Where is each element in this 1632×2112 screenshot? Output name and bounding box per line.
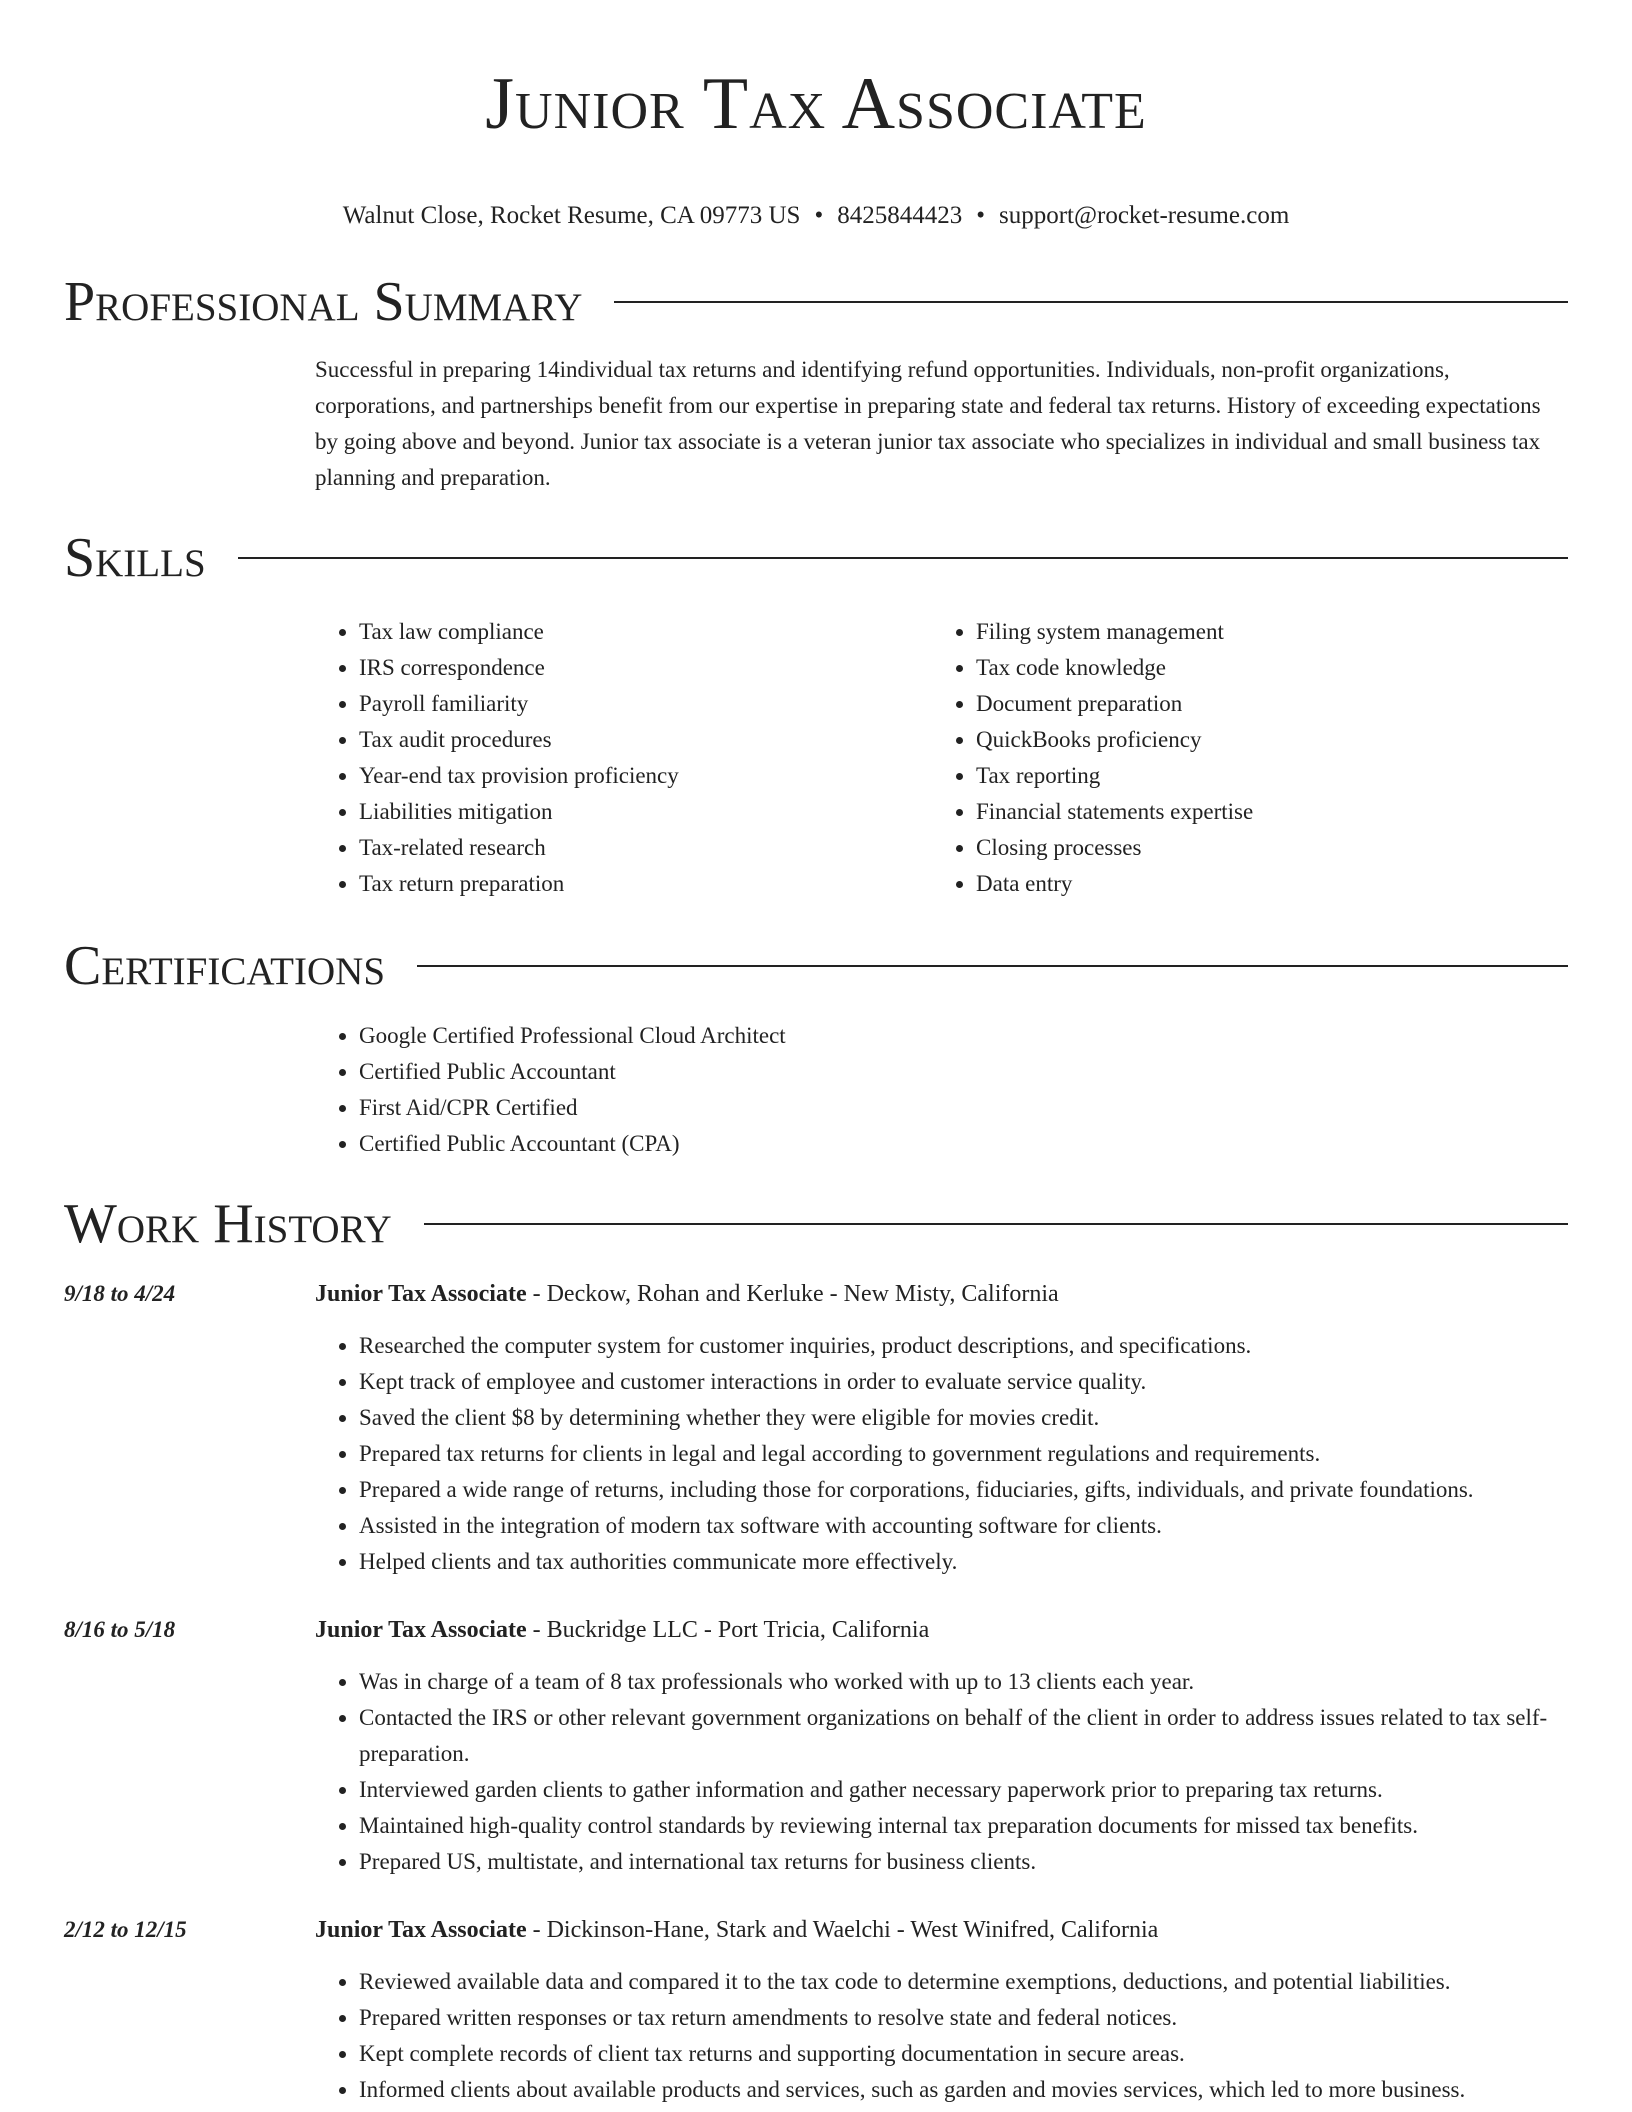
contact-phone: 8425844423 — [837, 201, 963, 229]
job-entry — [64, 1612, 1568, 1880]
job-bullet: • Kept complete records of client tax returns and supporting documentation in secure areas. — [359, 2036, 1568, 2072]
skill-item: • Payroll familiarity — [359, 686, 932, 722]
skill-item: • Tax reporting — [976, 758, 1549, 794]
skills-list-right — [932, 614, 1549, 902]
skill-item: • QuickBooks proficiency — [976, 722, 1549, 758]
job-bullet: • Helped clients and tax authorities communicate more effectively. — [359, 1544, 1568, 1580]
section-divider — [614, 301, 1568, 303]
summary-text: Successful in preparing 14individual tax returns and identifying refund opportunities. Individuals, non-profit organizations, corporations, and partnerships benefit from our expertise in preparing state and federal tax returns. History of exceeding expectations by going above and beyond. Junior tax associate is a veteran junior tax associate who specializes in individual and small business tax planning and preparation. — [315, 356, 1541, 490]
job-entry — [64, 1912, 1568, 2108]
job-entry — [64, 1276, 1568, 1580]
job-bullets — [315, 1328, 1568, 1580]
job-bullet: • Maintained high-quality control standards by reviewing internal tax preparation documents for missed tax benefits. — [359, 1808, 1568, 1844]
job-title-line — [315, 1612, 1568, 1648]
resume-page — [64, 0, 1568, 2108]
skill-item: • Closing processes — [976, 830, 1549, 866]
certifications-heading: Certifications — [64, 934, 386, 997]
work-heading: Work History — [64, 1192, 392, 1255]
skill-item: • Data entry — [976, 866, 1549, 902]
skill-item: • Tax-related research — [359, 830, 932, 866]
section-divider — [238, 557, 1568, 559]
certification-item: • Certified Public Accountant (CPA) — [359, 1126, 1568, 1162]
skills-column-left — [315, 614, 932, 902]
job-bullet: • Saved the client $8 by determining whether they were eligible for movies credit. — [359, 1400, 1568, 1436]
skill-item: • Filing system management — [976, 614, 1549, 650]
job-dates: 8/16 to 5/18 — [64, 1616, 176, 1642]
job-bullet: • Reviewed available data and compared it to the tax code to determine exemptions, deductions, and potential liabilities. — [359, 1964, 1568, 2000]
job-bullet: • Prepared tax returns for clients in legal and legal according to government regulations and requirements. — [359, 1436, 1568, 1472]
resume-name: Junior Tax Associate — [485, 63, 1147, 145]
job-title-line — [315, 1276, 1568, 1312]
job-dates: 2/12 to 12/15 — [64, 1916, 187, 1942]
skill-item: • IRS correspondence — [359, 650, 932, 686]
certification-item: • First Aid/CPR Certified — [359, 1090, 1568, 1126]
job-company-location: - Deckow, Rohan and Kerluke - New Misty, California — [526, 1280, 1059, 1307]
job-company-location: - Dickinson-Hane, Stark and Waelchi - West Winifred, California — [526, 1916, 1159, 1943]
skill-item: • Document preparation — [976, 686, 1549, 722]
skill-item: • Tax law compliance — [359, 614, 932, 650]
job-details — [315, 1912, 1568, 2108]
summary-section-header — [64, 270, 1568, 334]
job-details — [315, 1612, 1568, 1880]
skill-item: • Tax code knowledge — [976, 650, 1549, 686]
job-title: Junior Tax Associate — [315, 1280, 527, 1307]
job-bullets — [315, 1964, 1568, 2108]
skill-item: • Year-end tax provision proficiency — [359, 758, 932, 794]
skills-section-header — [64, 526, 1568, 590]
job-bullet: • Informed clients about available products and services, such as garden and movies services, which led to more business. — [359, 2072, 1568, 2108]
skills-heading: Skills — [64, 526, 206, 589]
job-bullet: • Prepared a wide range of returns, including those for corporations, fiduciaries, gifts, individuals, and private foundations. — [359, 1472, 1568, 1508]
skill-item: • Tax return preparation — [359, 866, 932, 902]
contact-line — [64, 200, 1568, 232]
job-title-line — [315, 1912, 1568, 1948]
job-details — [315, 1276, 1568, 1580]
job-bullet: • Prepared written responses or tax return amendments to resolve state and federal notices. — [359, 2000, 1568, 2036]
section-divider — [417, 965, 1568, 967]
certifications-list — [315, 1018, 1568, 1162]
job-bullet: • Interviewed garden clients to gather information and gather necessary paperwork prior to preparing tax returns. — [359, 1772, 1568, 1808]
section-divider — [424, 1223, 1568, 1225]
certification-item: • Certified Public Accountant — [359, 1054, 1568, 1090]
job-title: Junior Tax Associate — [315, 1916, 527, 1943]
skill-item: • Liabilities mitigation — [359, 794, 932, 830]
job-company-location: - Buckridge LLC - Port Tricia, California — [526, 1616, 930, 1643]
job-dates: 9/18 to 4/24 — [64, 1280, 176, 1306]
job-bullet: • Assisted in the integration of modern tax software with accounting software for clients. — [359, 1508, 1568, 1544]
contact-separator: • — [814, 201, 824, 229]
job-bullet: • Researched the computer system for customer inquiries, product descriptions, and specifications. — [359, 1328, 1568, 1364]
work-history-list — [64, 1276, 1568, 2108]
certification-item: • Google Certified Professional Cloud Architect — [359, 1018, 1568, 1054]
job-bullets — [315, 1664, 1568, 1880]
job-bullet: • Was in charge of a team of 8 tax professionals who worked with up to 13 clients each year. — [359, 1664, 1568, 1700]
job-bullet: • Contacted the IRS or other relevant government organizations on behalf of the client in order to address issues related to tax self-preparation. — [359, 1700, 1568, 1772]
skills-grid — [315, 614, 1568, 902]
work-section-header — [64, 1192, 1568, 1256]
skill-item: • Financial statements expertise — [976, 794, 1549, 830]
contact-email: support@rocket-resume.com — [998, 201, 1290, 229]
summary-heading: Professional Summary — [64, 270, 583, 333]
skills-list-left — [315, 614, 932, 902]
certifications-section-header — [64, 934, 1568, 998]
skill-item: • Tax audit procedures — [359, 722, 932, 758]
skills-column-right — [932, 614, 1549, 902]
certifications-body — [315, 1018, 1568, 1162]
job-bullet: • Kept track of employee and customer interactions in order to evaluate service quality. — [359, 1364, 1568, 1400]
contact-separator: • — [976, 201, 985, 229]
contact-address: Walnut Close, Rocket Resume, CA 09773 US — [342, 201, 801, 229]
job-title: Junior Tax Associate — [315, 1616, 527, 1643]
job-bullet: • Prepared US, multistate, and international tax returns for business clients. — [359, 1844, 1568, 1880]
